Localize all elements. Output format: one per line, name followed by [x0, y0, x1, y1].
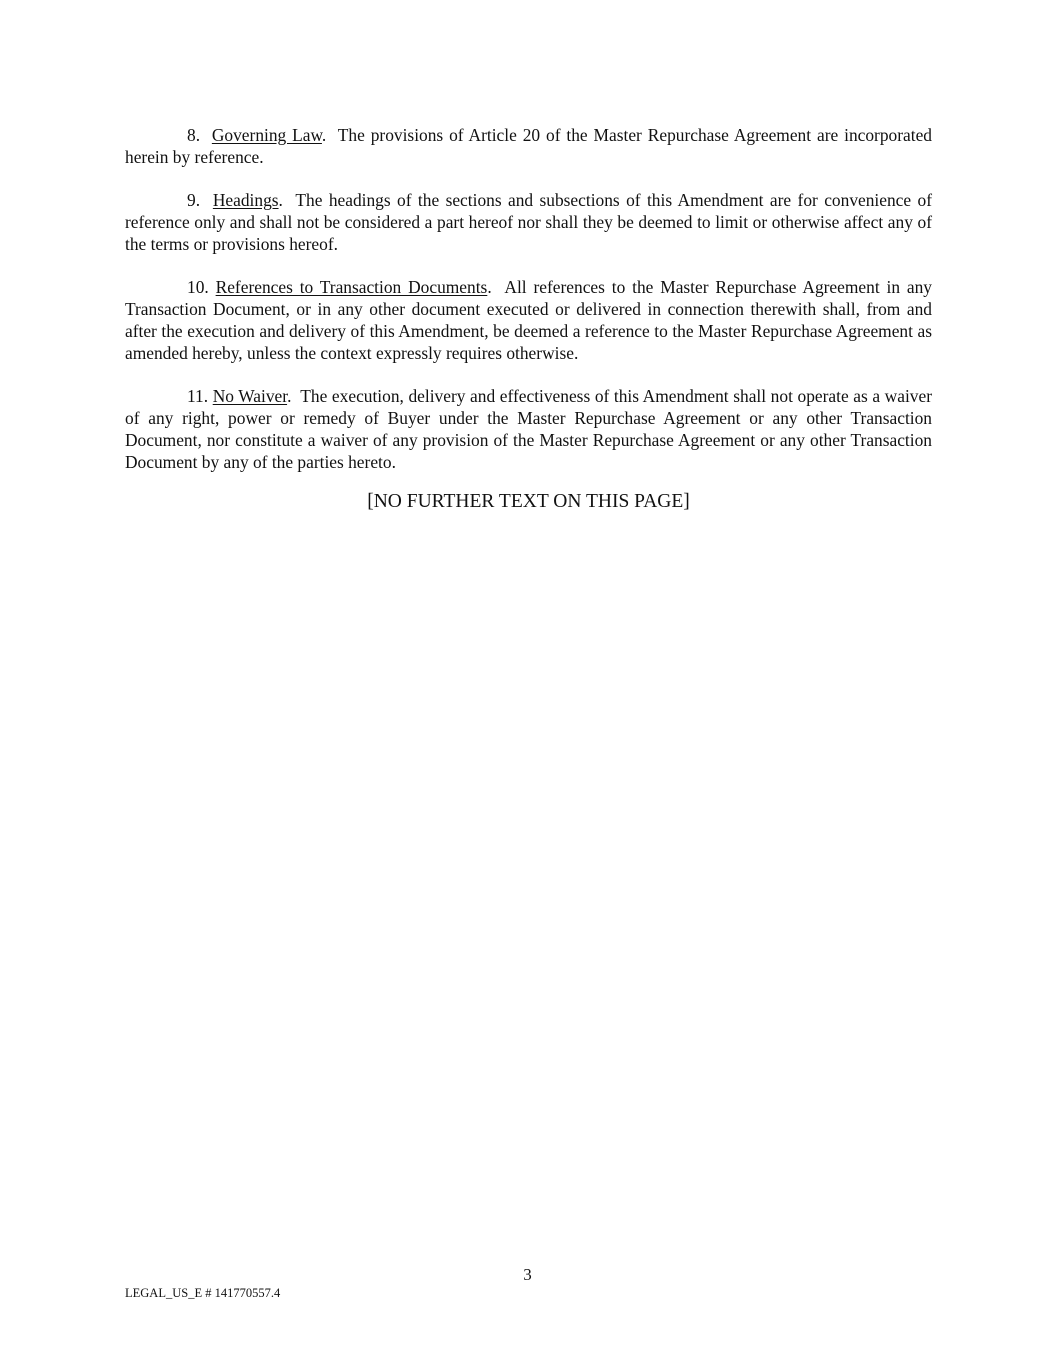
section-number: 10.: [187, 277, 209, 297]
page-number: 3: [523, 1265, 532, 1284]
section-heading: References to Transaction Documents: [215, 277, 488, 297]
section-text: All references to the Master Repurchase Agreement in any Transaction Document, or in any other document executed or delivered in connection therewith shall, from and after the execution and delivery of this Amendment, be deemed a reference to the Master Repurchase Agreement as amended hereby, unless the context expressly requires otherwise.: [125, 277, 932, 363]
section-11: 11. No Waiver. The execution, delivery and effectiveness of this Amendment shall not operate as a waiver of any right, power or remedy of Buyer under the Master Repurchase Agreement or any other Transaction Document, nor constitute a waiver of any provision of the Master Repurchase Agreement or any other Transaction Document by any of the parties hereto.: [125, 386, 932, 472]
section-text: The execution, delivery and effectiveness of this Amendment shall not operate as a waiver of any right, power or remedy of Buyer under the Master Repurchase Agreement or any other Transaction Document, nor constitute a waiver of any provision of the Master Repurchase Agreement or any other Transaction Document by any of the parties hereto.: [125, 386, 932, 472]
section-heading: Governing Law: [211, 125, 322, 145]
section-text: The headings of the sections and subsections of this Amendment are for convenience of reference only and shall not be considered a part hereof nor shall they be deemed to limit or otherwise affect any of the terms or provisions hereof.: [125, 190, 933, 254]
document-id: LEGAL_US_E # 141770557.4: [125, 1286, 281, 1300]
section-10: 10. References to Transaction Documents. All references to the Master Repurchase Agreement in any Transaction Document, or in any other document executed or delivered in connection therewith shall, from and after the execution and delivery of this Amendment, be deemed a reference to the Master Repurchase Agreement as amended hereby, unless the context expressly requires otherwise.: [125, 277, 932, 363]
section-heading: No Waiver: [212, 386, 288, 406]
document-body: [125, 124, 932, 494]
section-9: 9. Headings. The headings of the sections and subsections of this Amendment are for convenience of reference only and shall not be considered a part hereof nor shall they be deemed to limit or otherwise affect any of the terms or provisions hereof.: [125, 190, 933, 254]
no-further-text-note: [NO FURTHER TEXT ON THIS PAGE]: [367, 491, 690, 512]
section-number: 11.: [187, 386, 209, 406]
section-number: 9.: [187, 190, 201, 210]
section-8: 8. Governing Law. The provisions of Article 20 of the Master Repurchase Agreement are incorporated herein by reference.: [125, 125, 932, 167]
section-number: 8.: [187, 125, 201, 145]
section-text: The provisions of Article 20 of the Master Repurchase Agreement are incorporated herein by reference.: [125, 125, 932, 167]
section-heading: Headings: [212, 190, 279, 210]
